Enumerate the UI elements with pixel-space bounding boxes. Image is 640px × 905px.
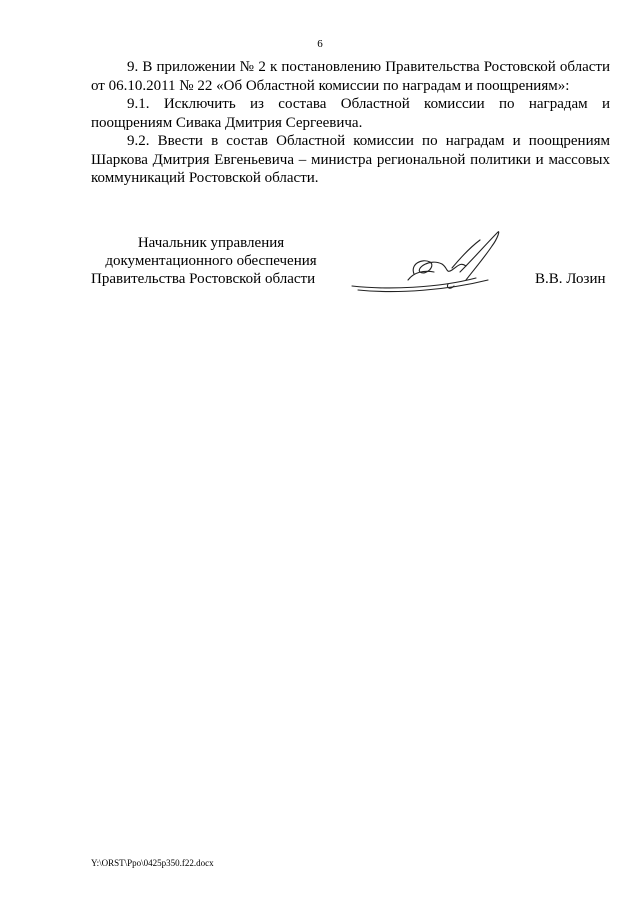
document-body — [91, 58, 610, 188]
paragraph-9-2: 9.2. Ввести в состав Областной комиссии по наградам и поощрениям Шаркова Дмитрия Евгеньевича – министра региональной политики и массовых коммуникаций Ростовской области. — [91, 133, 610, 186]
handwritten-signature — [348, 228, 508, 298]
signatory-name: В.В. Лозин — [535, 271, 606, 287]
signatory-title-line-2: документационного обеспечения — [105, 253, 317, 269]
paragraph-9: 9. В приложении № 2 к постановлению Правительства Ростовской области от 06.10.2011 № 22 «Об Областной комиссии по наградам и поощрениям»: — [91, 59, 610, 94]
page-number: 6 — [317, 38, 323, 50]
signatory-title-line-3: Правительства Ростовской области — [91, 271, 316, 287]
signatory-title-line-1: Начальник управления — [137, 235, 285, 251]
footer-file-path: Y:\ORST\Ppo\0425p350.f22.docx — [91, 858, 214, 868]
signatory-title — [91, 234, 331, 288]
paragraph-9-1: 9.1. Исключить из состава Областной комиссии по наградам и поощрениям Сивака Дмитрия Сергеевича. — [91, 96, 610, 131]
